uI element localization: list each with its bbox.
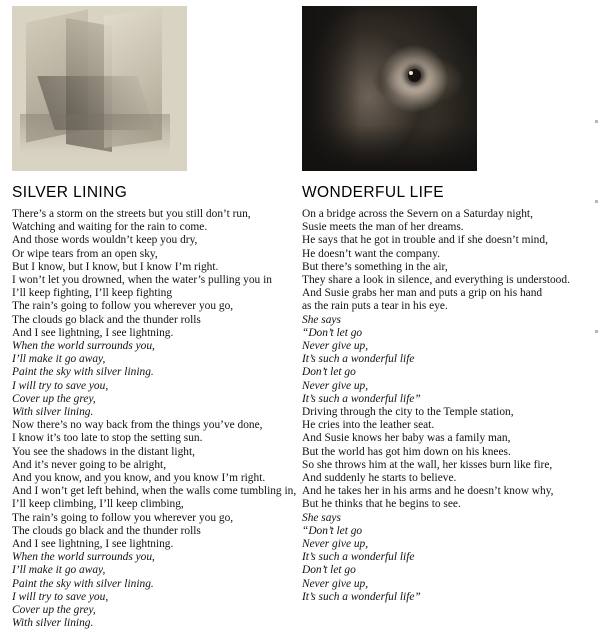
lyrics-line: But there’s something in the air, [302,260,448,273]
lyrics-line: And Susie knows her baby was a family man, [302,432,511,445]
artwork-shape [20,114,170,154]
lyrics-line: So she throws him at the wall, her kisses burn like fire, [302,458,553,471]
artwork-shadow [302,125,477,171]
lyrics-line: “Don’t let go [302,326,363,339]
lyrics-line: And suddenly he starts to believe. [302,472,457,485]
lyrics-line: And you know, and you know, and you know I’m right. [12,472,266,485]
lyrics-line: The rain’s going to follow you wherever you go, [12,300,234,313]
lyrics-line: And Susie grabs her man and puts a grip on his hand [302,287,543,300]
lyrics-line: With silver lining. [12,617,94,630]
lyrics-list-wonderful-life [302,208,573,604]
lyrics-line: But he thinks that he begins to see. [302,498,461,511]
lyrics-line: I’ll make it go away, [12,564,106,577]
abstract-geometric-artwork [12,6,187,171]
lyrics-line: She says [302,313,341,326]
page-edge-mark [595,120,598,123]
lyrics-line: They share a look in silence, and everything is understood. [302,274,570,287]
lyrics-line: I will try to save you, [12,379,109,392]
lyrics-line: You see the shadows in the distant light, [12,445,195,458]
lyrics-line: And those words wouldn’t keep you dry, [12,234,198,247]
lyrics-line: Never give up, [302,538,369,551]
lyrics-line: The clouds go black and the thunder rolls [12,524,201,537]
lyrics-line: Never give up, [302,340,369,353]
right-column [298,0,573,604]
portrait-eye-artwork [302,6,477,171]
page-edge-mark [595,330,598,333]
lyrics-line: It’s such a wonderful life” [302,392,421,405]
lyrics-list-silver-lining [12,208,297,631]
artwork-eye-glint [409,71,413,75]
lyrics-line: And he takes her in his arms and he doesn’t know why, [302,485,554,498]
lyrics-line: Cover up the grey, [12,604,96,617]
lyrics-line: I won’t let you drowned, when the water’s pulling you in [12,274,272,287]
song-title-wonderful-life: WONDERFUL LIFE [302,184,444,201]
song-title-silver-lining: SILVER LINING [12,184,128,201]
lyrics-line: She says [302,511,341,524]
lyrics-line: It’s such a wonderful life [302,353,415,366]
lyrics-line: I’ll keep fighting, I’ll keep fighting [12,287,173,300]
lyrics-line: And it’s never going to be alright, [12,458,167,471]
lyrics-line: But I know, but I know, but I know I’m right. [12,260,219,273]
lyrics-line: It’s such a wonderful life” [302,590,421,603]
lyrics-line: Paint the sky with silver lining. [12,577,154,590]
lyrics-line: There’s a storm on the streets but you still don’t run, [12,208,251,220]
lyrics-line: Cover up the grey, [12,392,96,405]
lyrics-line: He says that he got in trouble and if she doesn’t mind, [302,234,548,247]
lyrics-line: The clouds go black and the thunder rolls [12,313,201,326]
lyrics-line: Don’t let go [302,366,356,379]
left-column [8,0,297,631]
lyrics-line: I know it’s too late to stop the setting sun. [12,432,203,445]
lyrics-line: Never give up, [302,577,369,590]
lyrics-line: And I see lightning, I see lightning. [12,326,174,339]
lyrics-line: And I won’t get left behind, when the walls come tumbling in, [12,485,297,498]
lyrics-line: Never give up, [302,379,369,392]
lyrics-line: When the world surrounds you, [12,551,155,564]
lyrics-line: Don’t let go [302,564,356,577]
lyrics-line: Driving through the city to the Temple station, [302,406,514,419]
page-edge-mark [595,200,598,203]
lyrics-line: Now there’s no way back from the things you’ve done, [12,419,263,432]
lyrics-line: But the world has got him down on his knees. [302,445,511,458]
lyrics-line: On a bridge across the Severn on a Saturday night, [302,208,533,220]
lyrics-line: Paint the sky with silver lining. [12,366,154,379]
lyrics-line: When the world surrounds you, [12,340,155,353]
lyrics-line: as the rain puts a tear in his eye. [302,300,448,313]
lyrics-line: I’ll make it go away, [12,353,106,366]
lyrics-line: Or wipe tears from an open sky, [12,247,158,260]
lyrics-line: It’s such a wonderful life [302,551,415,564]
lyrics-line: And I see lightning, I see lightning. [12,538,174,551]
lyrics-line: He cries into the leather seat. [302,419,435,432]
lyrics-line: I will try to save you, [12,590,109,603]
lyrics-line: Watching and waiting for the rain to come. [12,221,208,234]
lyrics-line: He doesn’t want the company. [302,247,440,260]
lyrics-line: I’ll keep climbing, I’ll keep climbing, [12,498,184,511]
lyrics-line: The rain’s going to follow you wherever you go, [12,511,234,524]
lyrics-line: With silver lining. [12,406,94,419]
lyrics-line: “Don’t let go [302,524,363,537]
lyrics-line: Susie meets the man of her dreams. [302,221,464,234]
